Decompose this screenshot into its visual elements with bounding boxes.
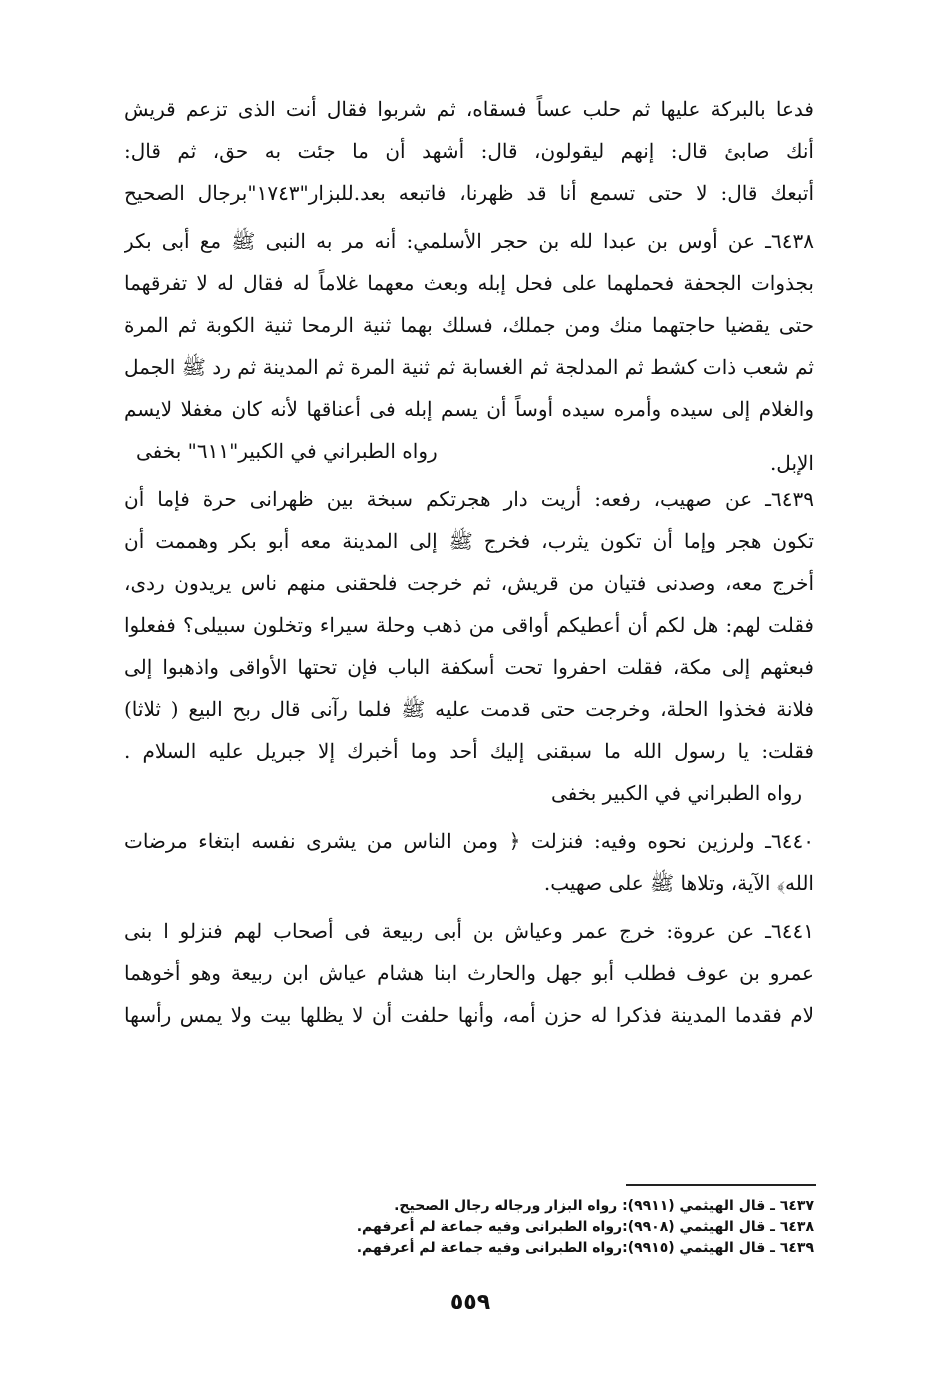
text-line: تكون هجر وإما أن تكون يثرب، فخرج ﷺ إلى المدينة معه أبو بكر وهممت أن <box>124 529 814 553</box>
footnote-6438: ٦٤٣٨ ـ قال الهيثمي (٩٩٠٨):رواه الطبرانى وفيه جماعة لم أعرفهم. <box>356 1219 814 1235</box>
text-line: أخرج معه، وصدنى فتيان من قريش، ثم خرجت فلحقنى منهم ناس يريدون ردى، <box>124 571 814 595</box>
text-line: فقلت لهم: هل لكم أن أعطيكم أواقى من ذهب وحلة سيراء وتخلون سبيلى؟ ففعلوا <box>124 613 814 637</box>
source-reference-6438: رواه الطبراني في الكبير"٦١١" بخفى <box>136 439 438 463</box>
footnotes <box>300 1196 814 1259</box>
text-line: لام فقدما المدينة فذكرا له حزن أمه، وأنها حلفت أن لا يظلها بيت ولا يمس رأسها <box>124 1003 814 1027</box>
text-line: فقلت: يا رسول الله ما سبقنى إليك أحد وما أخبرك إلا جبريل عليه السلام . <box>124 739 814 763</box>
text-line-end: الإبل. <box>769 451 814 475</box>
hadith-6441-line: ٦٤٤١ـ عن عروة: خرج عمر وعياش بن أبى ربيعة فى أصحاب لهم فنزلو ا بنى <box>124 919 814 943</box>
text-line: والغلام إلى سيده وأمره سيده أوساً أن يسم إبله فى أعناقها لأنه كان مغفلا لايسم <box>124 397 814 421</box>
text-line: الله﴾ الآية، وتلاها ﷺ على صهيب. <box>543 871 814 895</box>
text-line: أنك صابئ قال: إنهم ليقولون، قال: أشهد أن ما جئت به حق، ثم قال: <box>124 139 814 163</box>
text-line: أتبعك قال: لا حتى تسمع أنا قد ظهرنا، فاتبعه بعد.للبزار"١٧٤٣"برجال الصحيح <box>124 181 814 205</box>
text-line: حتى يقضيا حاجتهما منك ومن جملك، فسلك بهما ثنية الرمحا ثنية الكوبة ثم المرة <box>124 313 814 337</box>
text-line: بجذوات الجحفة فحملهما على فحل إبله وبعث معهما غلاماً له فقال له لا تفرقهما <box>124 271 814 295</box>
page-number: ٥٥٩ <box>449 1290 491 1315</box>
footnote-divider <box>626 1184 816 1186</box>
footnote-6439: ٦٤٣٩ ـ قال الهيثمي (٩٩١٥):رواه الطبرانى وفيه جماعة لم أعرفهم. <box>356 1240 814 1256</box>
hadith-6438-line: ٦٤٣٨ـ عن أوس بن عبدا لله بن حجر الأسلمي: أنه مر به النبى ﷺ مع أبى بكر <box>124 229 814 253</box>
text-line: فلانة فخذوا الحلة، وخرجت حتى قدمت عليه ﷺ فلما رآنى قال ربح البيع ( ثلاثا) <box>124 697 814 721</box>
text-line: ثم شعب ذات كشط ثم المدلجة ثم الغسابة ثم ثنية المرة ثم المدينة ثم رد ﷺ الجمل <box>124 355 814 379</box>
hadith-6439-line: ٦٤٣٩ـ عن صهيب، رفعه: أريت دار هجرتكم سبخة بين ظهرانى حرة فإما أن <box>124 487 814 511</box>
text-line: فدعا بالبركة عليها ثم حلب عساً فسقاه، ثم شربوا فقال أنت الذى تزعم قريش <box>124 97 814 121</box>
hadith-6440-line: ٦٤٤٠ـ ولرزين نحوه وفيه: فنزلت ﴿ ومن الناس من يشرى نفسه ابتغاء مرضات <box>124 829 814 853</box>
text-line: عمرو بن عوف فطلب أبو جهل والحارث ابنا هشام عياش ابن ربيعة وهو أخوهما <box>124 961 814 985</box>
text-line: فبعثهم إلى مكة، فقلت احفروا تحت أسكفة الباب فإن تحتها الأواقى واذهبوا إلى <box>124 655 814 679</box>
footnote-6437: ٦٤٣٧ ـ قال الهيثمي (٩٩١١): رواه البزار ورجاله رجال الصحيح. <box>394 1198 814 1214</box>
reference-line-6438 <box>124 430 814 475</box>
source-reference-6439: رواه الطبراني في الكبير بخفى <box>551 781 802 805</box>
main-text <box>124 88 814 1036</box>
